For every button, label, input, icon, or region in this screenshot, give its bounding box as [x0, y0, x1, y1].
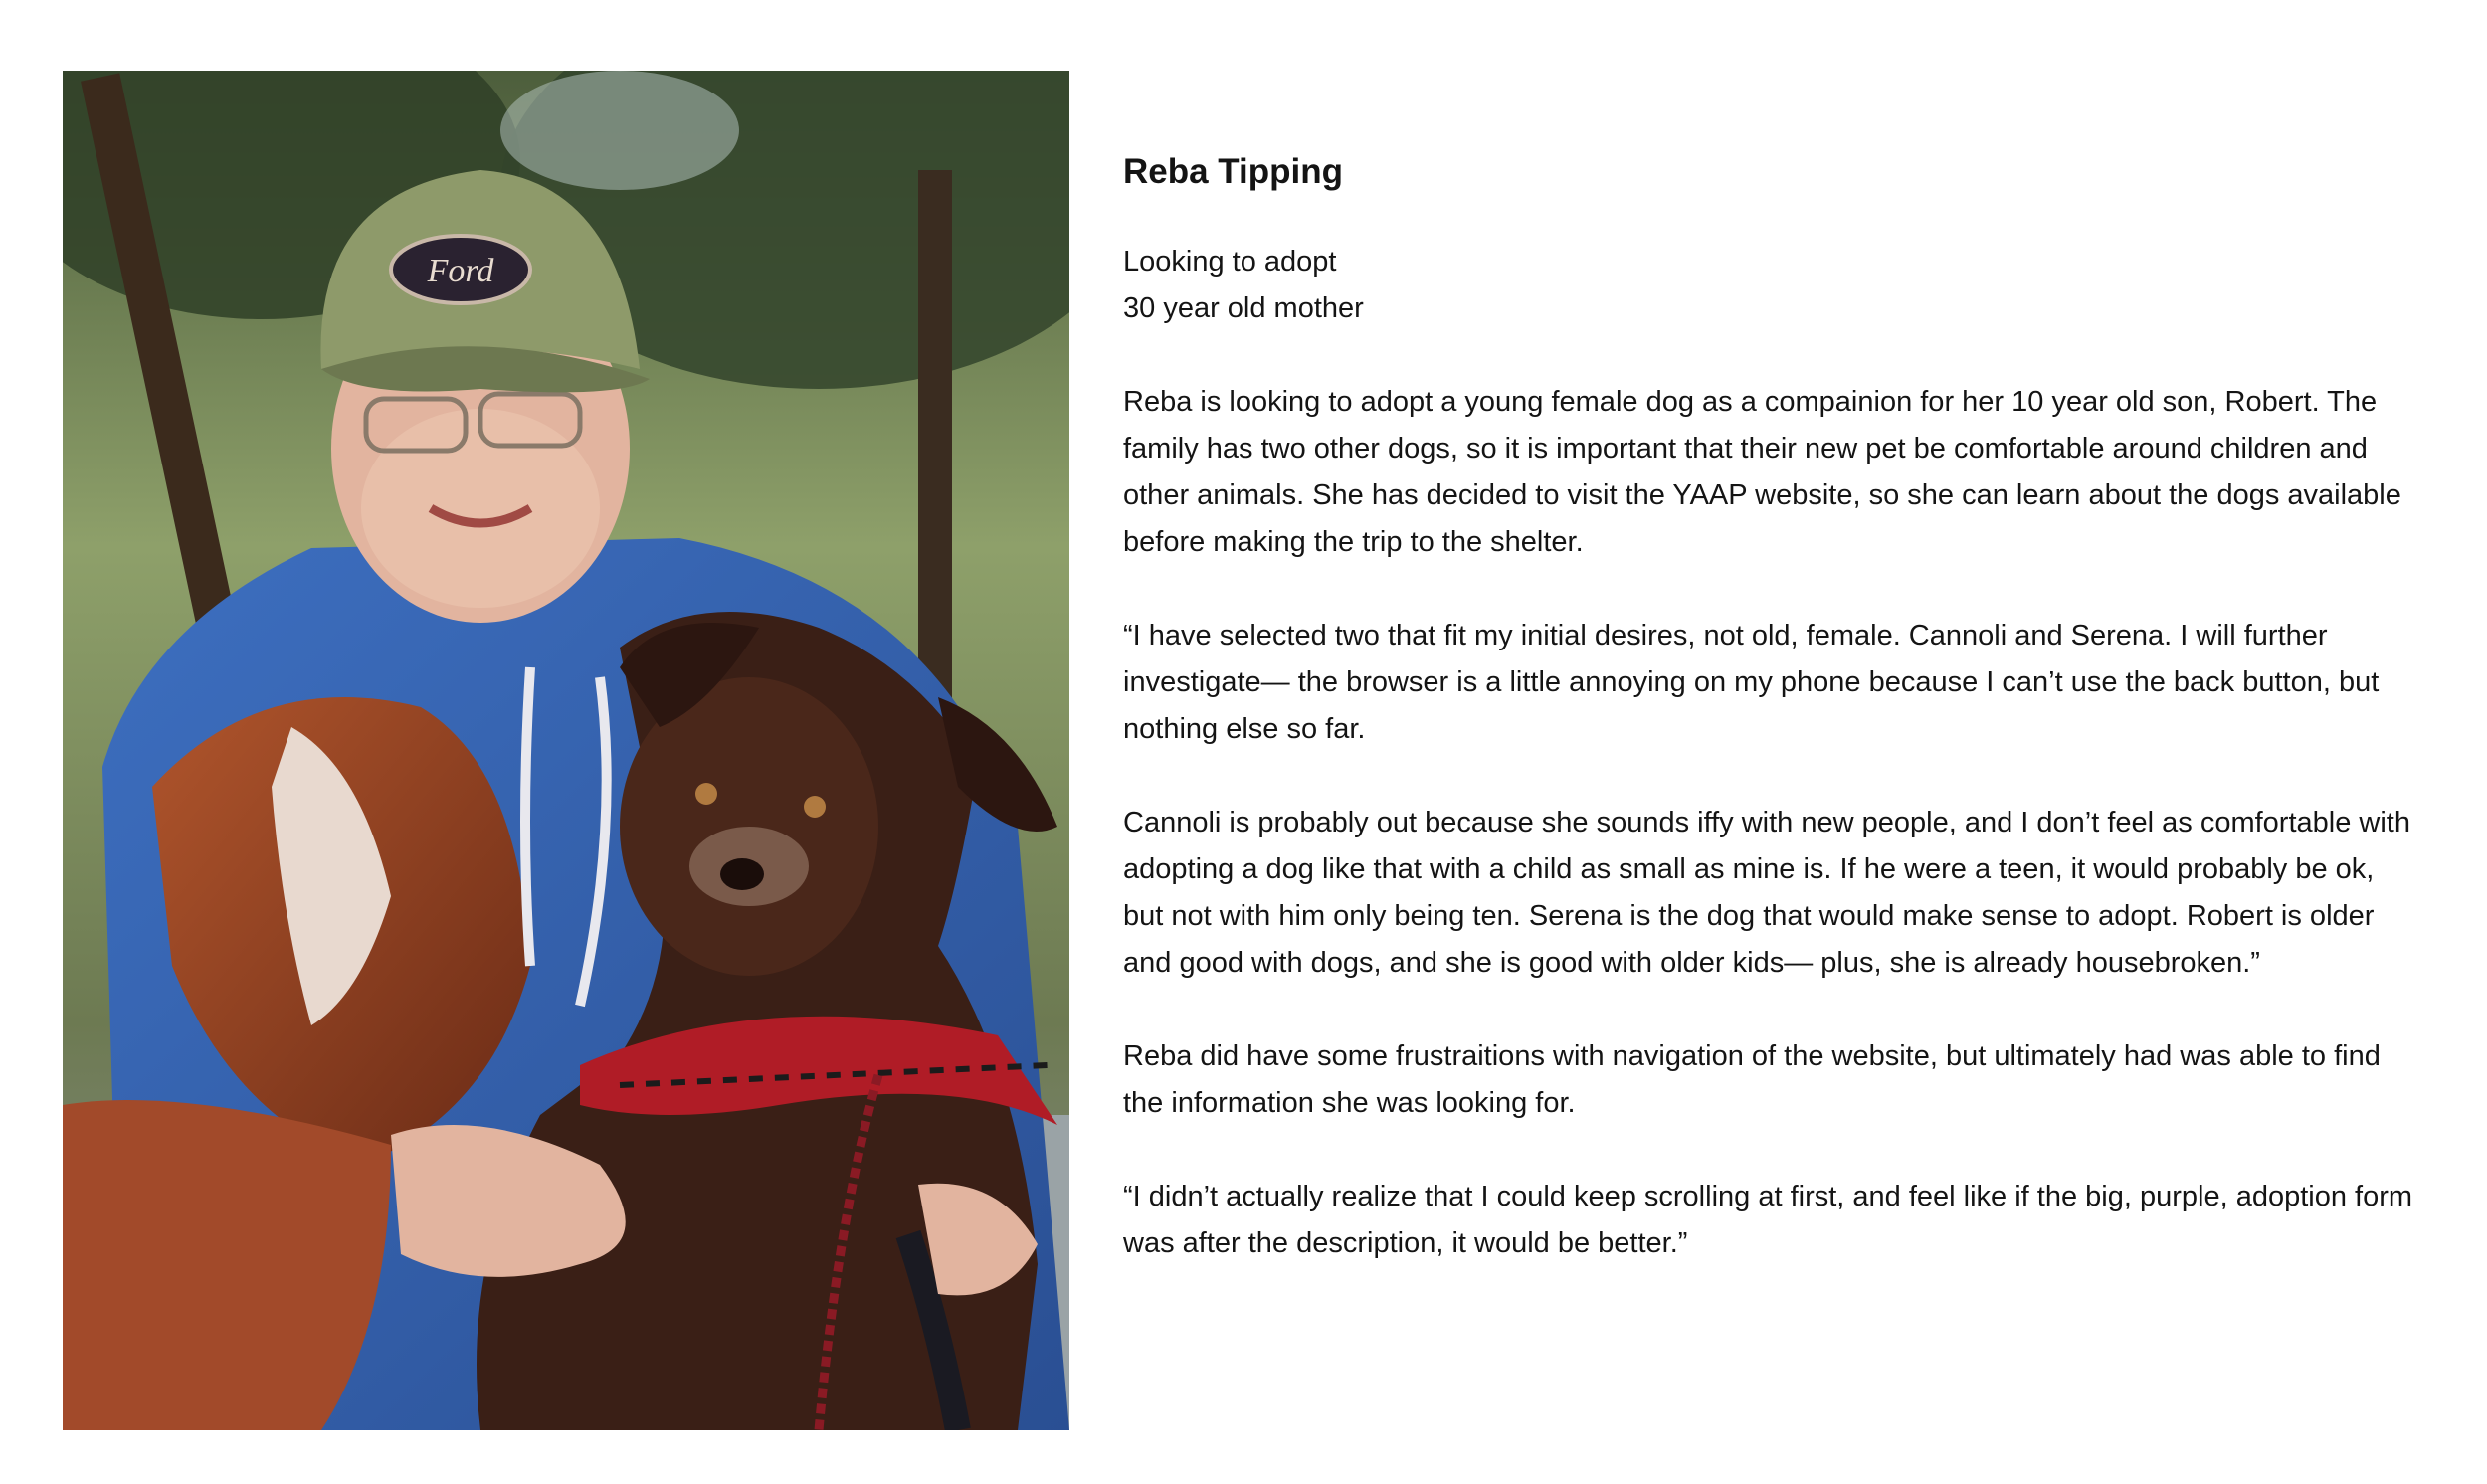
- photo-illustration: [63, 71, 1069, 1430]
- profile-text: [1123, 149, 2416, 1267]
- paragraph-quote-selection: “I have selected two that fit my initial desires, not old, female. Cannoli and Serena. I will further investigate— the browser is a little annoying on my phone because I can’t use the back button, but nothing else so far.: [1123, 619, 2380, 745]
- profile-name: Reba Tipping: [1123, 152, 1344, 191]
- paragraph-quote-scrolling: “I didn’t actually realize that I could keep scrolling at first, and feel like if the big, purple, adoption form was after the description, it would be better.”: [1123, 1180, 2413, 1259]
- profile-status: Looking to adopt: [1123, 245, 1337, 278]
- paragraph-dog-comparison: Cannoli is probably out because she sounds iffy with new people, and I don’t feel as comfortable with adopting a dog like that with a child as small as mine is. If he were a teen, it would probably be ok, but not with him only being ten. Serena is the dog that would make sense to adopt. Robert is older and good with dogs, and she is good with older kids— plus, she is already housebroken.”: [1123, 806, 2410, 979]
- paragraph-navigation-summary: Reba did have some frustraitions with navigation of the website, but ultimately had was able to find the information she was looking for.: [1123, 1039, 2381, 1119]
- cap-logo-text: Ford: [427, 253, 494, 289]
- paragraph-intro: Reba is looking to adopt a young female dog as a compainion for her 10 year old son, Robert. The family has two other dogs, so it is important that their new pet be comfortable around children and other animals. She has decided to visit the YAAP website, so she can learn about the dogs available before making the trip to the shelter.: [1123, 385, 2401, 558]
- profile-photo: [63, 71, 1069, 1430]
- profile-descriptor: 30 year old mother: [1123, 291, 1364, 324]
